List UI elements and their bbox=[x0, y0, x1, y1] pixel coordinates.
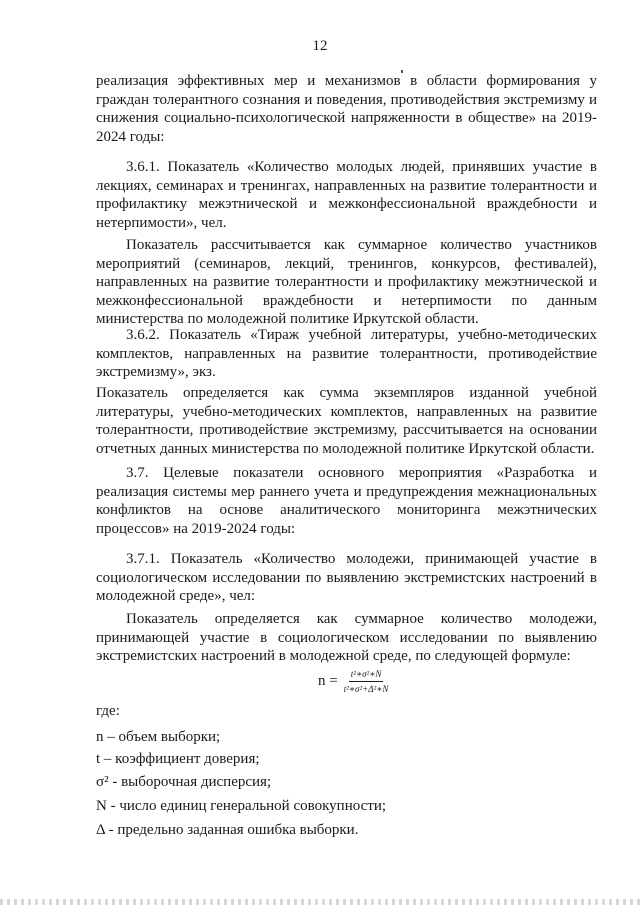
definition-N: N - число единиц генеральной совокупности; bbox=[96, 798, 387, 814]
formula-lhs: n = bbox=[318, 673, 338, 689]
paragraph-3-7-1: 3.7.1. Показатель «Количество молодежи, принимающей участие в социологическом исследовании по выявлению экстремистских настроений в молодежной среде», чел: bbox=[96, 551, 597, 605]
formula-denominator: t²∗σ²+Δ²∗N bbox=[343, 684, 389, 694]
scan-bottom-edge bbox=[0, 899, 640, 905]
paragraph-3-7-1-calc: Показатель определяется как суммарное количество молодежи, принимающей участие в социологическом исследовании по выявлению экстремистских настроений в молодежной среде, по следующей формуле: bbox=[96, 611, 597, 665]
definition-sigma: σ² - выборочная дисперсия; bbox=[96, 774, 272, 790]
paragraph-3-7: 3.7. Целевые показатели основного мероприятия «Разработка и реализация системы мер раннего учета и предупреждения межнациональных конфликтов на основе аналитического мониторинга межэтнических процессов» на 2019-2024 годы: bbox=[96, 465, 597, 537]
paragraph-intro: реализация эффективных мер и механизмов в области формирования у граждан толерантного сознания и поведения, противодействия экстремизму и снижения социально-психологической напряженности в обществе» на 2019-2024 годы: bbox=[96, 73, 597, 145]
definition-n: n – объем выборки; bbox=[96, 729, 221, 745]
sample-size-formula bbox=[318, 668, 390, 695]
paragraph-3-6-1: 3.6.1. Показатель «Количество молодых людей, принявших участие в лекциях, семинарах и тренингах, направленных на развитие толерантности и профилактику межэтнической и межконфессиональной враждебности и нетерпимости», чел. bbox=[96, 159, 597, 231]
paragraph-3-6-2: 3.6.2. Показатель «Тираж учебной литературы, учебно-методических комплектов, направленных на развитие толерантности, противодействие экстремизму», экз. bbox=[96, 327, 597, 381]
formula-numerator: t²∗σ²∗N bbox=[349, 668, 384, 682]
definition-t: t – коэффициент доверия; bbox=[96, 751, 260, 767]
page-number: 12 bbox=[312, 38, 328, 54]
paragraph-3-6-1-calc: Показатель рассчитывается как суммарное количество участников мероприятий (семинаров, лекций, тренингов, конкурсов, фестивалей), направленных на развитие толерантности и профилактику межэтнической и межконфессиональной враждебности и нетерпимости по данным министерства по молодежной политике Иркутской области. bbox=[96, 237, 597, 328]
paragraph-3-6-2-calc: Показатель определяется как сумма экземпляров изданной учебной литературы, учебно-методических комплектов, направленных на развитие толерантности, противодействие экстремизму, рассчитывается на основании отчетных данных министерства по молодежной политике Иркутской области. bbox=[96, 385, 597, 457]
where-label: где: bbox=[96, 703, 120, 719]
formula-fraction bbox=[342, 668, 391, 695]
definition-delta: Δ - предельно заданная ошибка выборки. bbox=[96, 822, 359, 838]
